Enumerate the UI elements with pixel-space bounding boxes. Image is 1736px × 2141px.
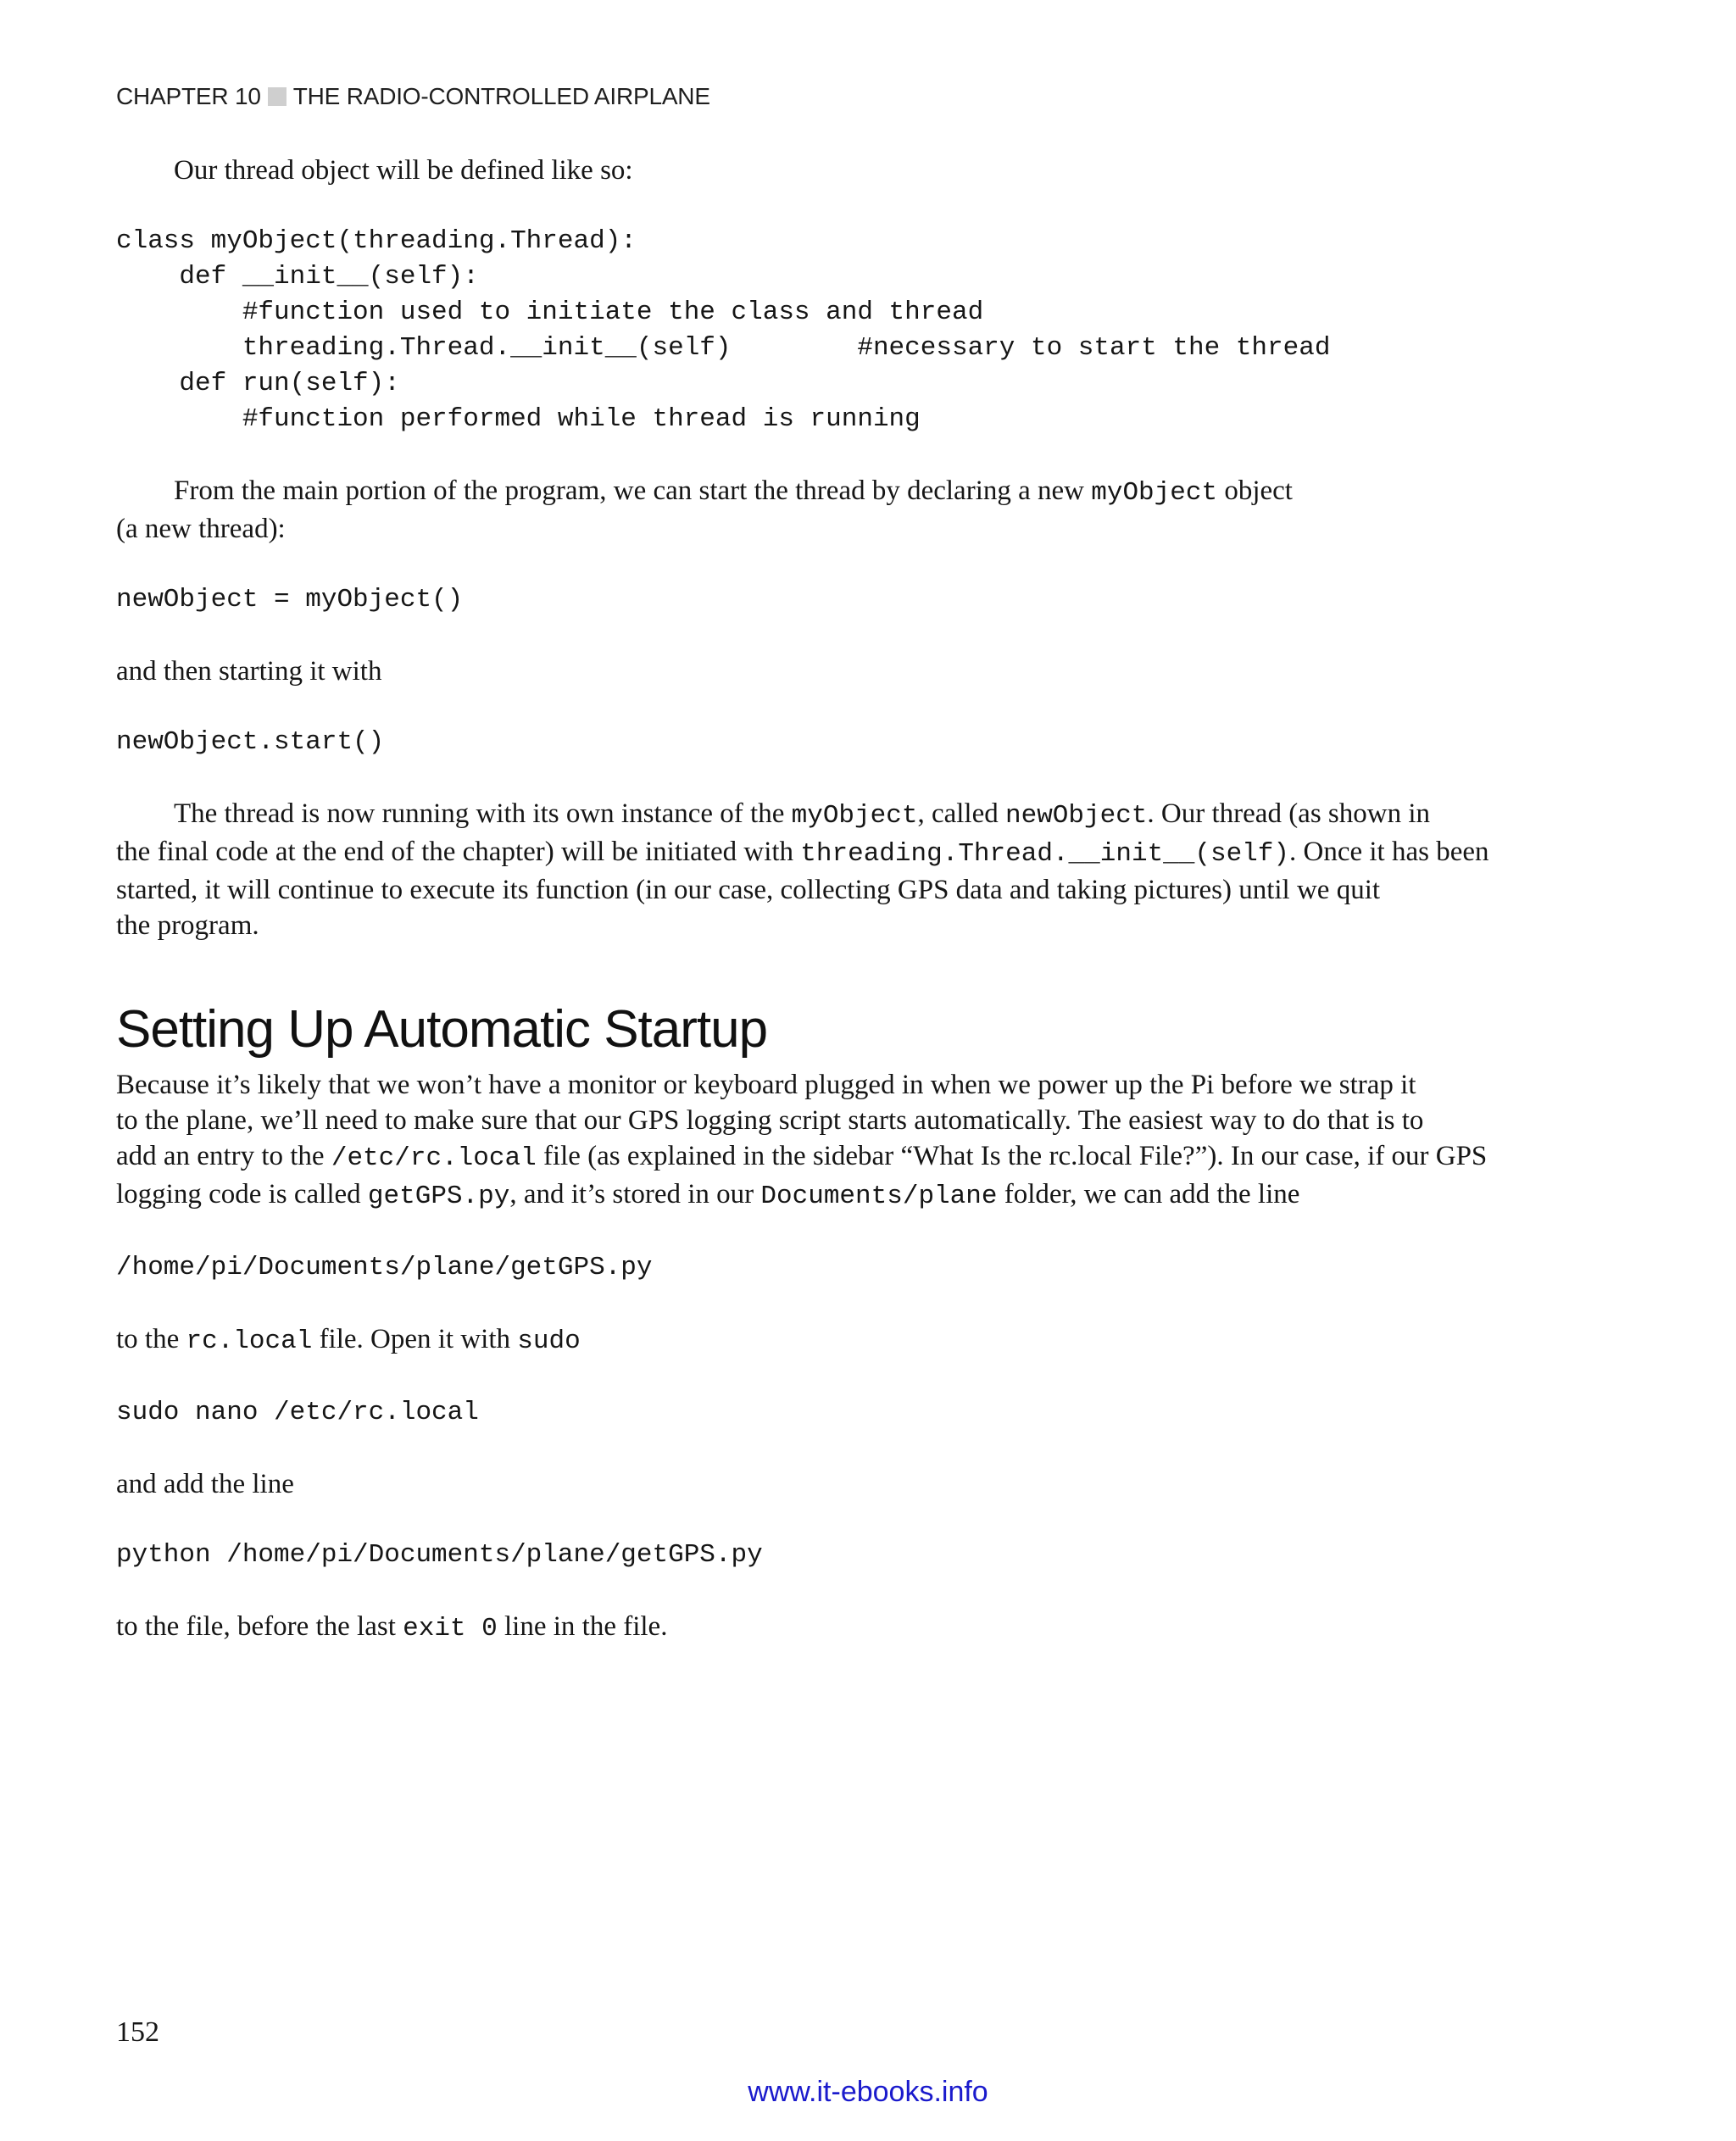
spacer [116, 1215, 1557, 1250]
intro-paragraph: Our thread object will be defined like so: [174, 155, 633, 186]
page-body [116, 153, 1557, 1647]
paragraph-final [116, 1609, 1557, 1647]
inline-code: getGPS.py [367, 1182, 510, 1211]
text-run: The thread is now running with its own instance of the [174, 798, 792, 829]
paragraph-thread-running [116, 796, 1557, 943]
spacer [116, 547, 1557, 582]
text-run: folder, we can add the line [997, 1179, 1300, 1210]
paragraph-main-portion [116, 473, 1557, 547]
paragraph-line: started, it will continue to execute its function (in our case, collecting GPS data and taking pictures) until we quit [116, 875, 1381, 905]
spacer [116, 1502, 1557, 1538]
paragraph-line [116, 473, 1557, 511]
code-block-path: /home/pi/Documents/plane/getGPS.py [116, 1253, 653, 1282]
paragraph-line: to the plane, we’ll need to make sure that our GPS logging script starts automatically. The easiest way to do that is to [116, 1105, 1424, 1136]
chapter-title: THE RADIO-CONTROLLED AIRPLANE [292, 83, 710, 109]
text-run: to the [116, 1324, 186, 1354]
text-run: line in the file. [497, 1611, 668, 1642]
inline-code: newObject [1004, 801, 1148, 831]
paragraph-line [116, 1176, 1557, 1215]
spacer [116, 618, 1557, 653]
text-run: the final code at the end of the chapter) will be initiated with [116, 837, 801, 867]
separator-square [268, 87, 287, 106]
inline-code: rc.local [186, 1326, 313, 1356]
paragraph-to-rclocal [116, 1321, 1557, 1360]
inline-code: myObject [791, 801, 918, 831]
spacer [116, 1431, 1557, 1466]
paragraph-automatic-startup [116, 1067, 1557, 1215]
text-run: file (as explained in the sidebar “What Is the rc.local File?”). In our case, if our GPS [536, 1141, 1488, 1171]
inline-code: myObject [1091, 478, 1218, 508]
code-block-class: class myObject(threading.Thread): def __init__(self): #function used to initiate the class and thread threading.Thread.__init__(self) #necessary to start the thread def run(self): #function performed while thread is running [116, 226, 1331, 434]
paragraph-line [116, 796, 1557, 834]
text-run: add an entry to the [116, 1141, 331, 1171]
paragraph-line [116, 1138, 1557, 1176]
spacer [116, 188, 1557, 224]
text-run: , called [917, 798, 1005, 829]
chapter-label: CHAPTER 10 [116, 83, 261, 109]
paragraph-line [116, 834, 1557, 872]
text-run: . Our thread (as shown in [1147, 798, 1431, 829]
paragraph-add-line: and add the line [116, 1469, 294, 1499]
code-block-new-object: newObject = myObject() [116, 585, 464, 614]
text-run: From the main portion of the program, we can start the thread by declaring a new [174, 475, 1092, 506]
text-run: file. Open it with [312, 1324, 518, 1354]
inline-code: exit 0 [403, 1614, 498, 1643]
paragraph-and-then: and then starting it with [116, 656, 382, 687]
spacer [116, 1360, 1557, 1395]
code-block-python: python /home/pi/Documents/plane/getGPS.py [116, 1540, 763, 1570]
paragraph-line: (a new thread): [116, 514, 286, 544]
paragraph-line: the program. [116, 910, 259, 941]
inline-code: threading.Thread.__init__(self) [800, 839, 1289, 869]
code-block-sudo: sudo nano /etc/rc.local [116, 1398, 479, 1427]
inline-code: Documents/plane [760, 1182, 998, 1211]
section-heading: Setting Up Automatic Startup [116, 1000, 768, 1059]
text-run: , and it’s stored in our [509, 1179, 761, 1210]
inline-code: /etc/rc.local [331, 1143, 537, 1173]
text-run: to the file, before the last [116, 1611, 403, 1642]
spacer [116, 1573, 1557, 1609]
running-head [116, 81, 710, 112]
text-run: object [1217, 475, 1293, 506]
spacer [116, 943, 1557, 996]
page-number: 152 [116, 2016, 159, 2048]
spacer [116, 1286, 1557, 1321]
text-run: . Once it has been [1289, 837, 1489, 867]
spacer [116, 760, 1557, 796]
code-block-start: newObject.start() [116, 727, 385, 757]
spacer [116, 437, 1557, 473]
footer-link[interactable]: www.it-ebooks.info [748, 2076, 988, 2108]
paragraph-line: Because it’s likely that we won’t have a monitor or keyboard plugged in when we power up the Pi before we strap it [116, 1070, 1416, 1100]
text-run: logging code is called [116, 1179, 368, 1210]
inline-code: sudo [517, 1326, 581, 1356]
spacer [116, 689, 1557, 725]
